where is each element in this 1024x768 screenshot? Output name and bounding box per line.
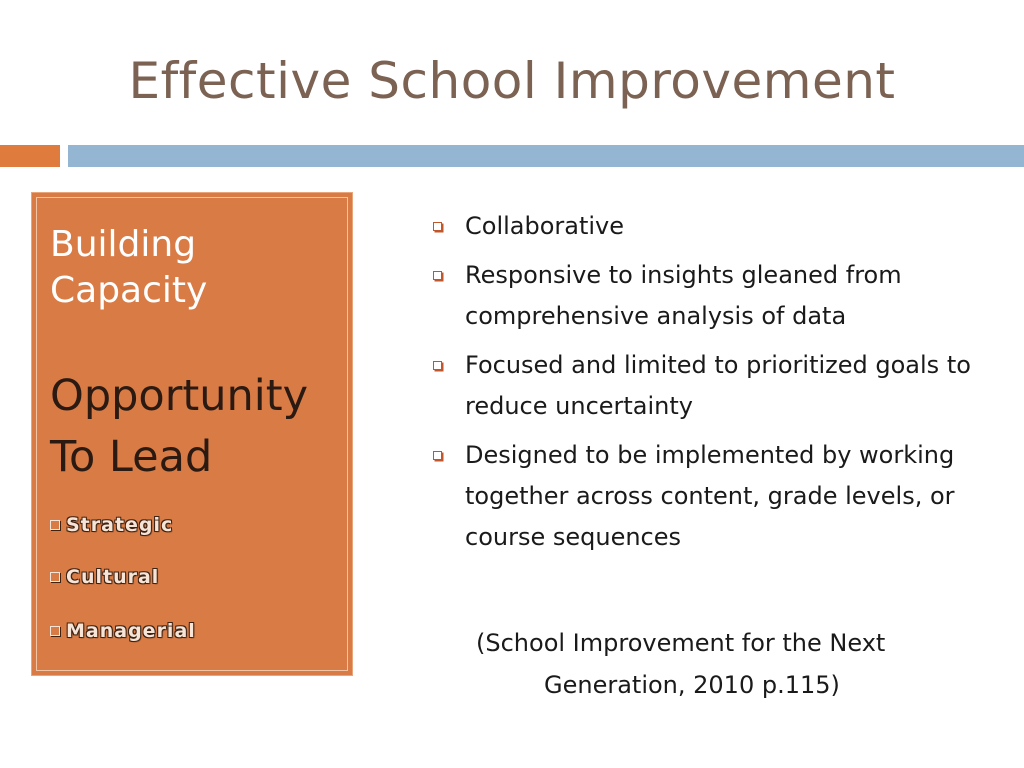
panel-item-managerial (50, 620, 196, 642)
list-item (428, 206, 988, 247)
citation-line-1: (School Improvement for the Next (476, 629, 886, 657)
accent-bar-blue (68, 145, 1024, 167)
panel-item-label: Cultural (66, 566, 160, 588)
panel-subheading: Opportunity To Lead (50, 371, 309, 482)
square-bullet-icon (50, 572, 60, 582)
list-item (428, 255, 988, 337)
accent-bar-orange (0, 145, 60, 167)
list-item-text: Responsive to insights gleaned from comprehensive analysis of data (465, 261, 902, 330)
list-item (428, 435, 988, 558)
list-item-text: Focused and limited to prioritized goals to reduce uncertainty (465, 351, 971, 420)
square-bullet-icon (433, 271, 442, 280)
slide-title: Effective School Improvement (128, 52, 896, 110)
citation-line-2: Generation, 2010 p.115) (544, 671, 840, 699)
list-item-text: Designed to be implemented by working together across content, grade levels, or course sequences (465, 441, 955, 551)
square-bullet-icon (50, 520, 60, 530)
list-item (428, 345, 988, 427)
square-bullet-icon (50, 626, 60, 636)
citation (440, 622, 960, 706)
panel-heading: Building Capacity (50, 224, 208, 311)
square-bullet-icon (433, 451, 442, 460)
panel-item-label: Managerial (66, 620, 196, 642)
square-bullet-icon (433, 222, 442, 231)
square-bullet-icon (433, 361, 442, 370)
list-item-text: Collaborative (465, 212, 625, 240)
bullet-list (428, 206, 988, 566)
panel-item-cultural (50, 566, 159, 588)
panel-item-label: Strategic (66, 514, 174, 536)
panel-item-strategic (50, 514, 173, 536)
